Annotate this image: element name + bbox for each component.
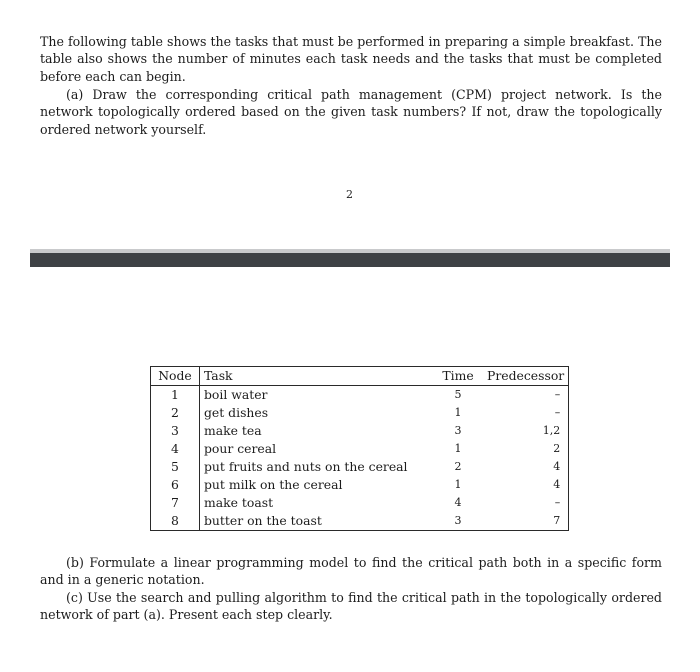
cell-predecessor: – xyxy=(554,388,561,401)
cell-task: make toast xyxy=(204,495,274,510)
cell-time: 5 xyxy=(454,388,462,401)
part-a-question: (a) Draw the corresponding critical path management (CPM) project network. Is the network topologically ordered based on the given task numbers? If not, draw the topologically ordered network yourself. xyxy=(40,87,662,137)
cell-node: 1 xyxy=(151,386,200,405)
cell-node: 6 xyxy=(151,476,200,494)
page-break-bar xyxy=(30,253,670,267)
cell-node: 3 xyxy=(151,422,200,440)
cell-task: butter on the toast xyxy=(204,513,322,528)
table-row xyxy=(151,512,569,531)
cell-task: make tea xyxy=(204,423,262,438)
cell-time: 2 xyxy=(454,460,462,473)
cell-predecessor: 4 xyxy=(553,478,561,491)
cell-time: 3 xyxy=(454,514,462,527)
page-number: 2 xyxy=(346,188,353,201)
table-row xyxy=(151,458,569,476)
cell-predecessor: 1,2 xyxy=(542,424,561,437)
table-row xyxy=(151,440,569,458)
header-predecessor: Predecessor xyxy=(483,367,569,386)
header-node: Node xyxy=(151,367,200,386)
cell-node: 8 xyxy=(151,512,200,531)
cell-task: put fruits and nuts on the cereal xyxy=(204,459,408,474)
cell-time: 4 xyxy=(454,496,462,509)
cell-node: 7 xyxy=(151,494,200,512)
table-row xyxy=(151,494,569,512)
cell-time: 1 xyxy=(454,442,462,455)
cell-predecessor: 2 xyxy=(553,442,561,455)
cell-predecessor: – xyxy=(554,496,561,509)
cell-time: 3 xyxy=(454,424,462,437)
table-header-row xyxy=(151,367,569,386)
cell-predecessor: 7 xyxy=(553,514,561,527)
cell-predecessor: – xyxy=(554,406,561,419)
part-b-question: (b) Formulate a linear programming model to find the critical path both in a specific form and in a generic notation. xyxy=(40,555,662,588)
intro-paragraph: The following table shows the tasks that must be performed in preparing a simple breakfast. The table also shows the number of minutes each task needs and the tasks that must be completed before each can begin. xyxy=(40,34,662,84)
table-row xyxy=(151,476,569,494)
header-time: Time xyxy=(433,367,483,386)
cell-task: get dishes xyxy=(204,405,269,420)
table-row xyxy=(151,404,569,422)
cell-node: 4 xyxy=(151,440,200,458)
parts-b-c-block xyxy=(40,554,662,624)
cell-node: 2 xyxy=(151,404,200,422)
cell-time: 1 xyxy=(454,406,462,419)
cell-predecessor: 4 xyxy=(553,460,561,473)
cell-task: put milk on the cereal xyxy=(204,477,343,492)
cell-task: pour cereal xyxy=(204,441,277,456)
task-table xyxy=(150,366,569,531)
header-task: Task xyxy=(200,367,434,386)
table-row xyxy=(151,422,569,440)
cell-time: 1 xyxy=(454,478,462,491)
table-row xyxy=(151,386,569,405)
cell-task: boil water xyxy=(204,387,268,402)
part-c-question: (c) Use the search and pulling algorithm to find the critical path in the topologically ordered network of part (a). Present each step clearly. xyxy=(40,589,662,623)
cell-node: 5 xyxy=(151,458,200,476)
